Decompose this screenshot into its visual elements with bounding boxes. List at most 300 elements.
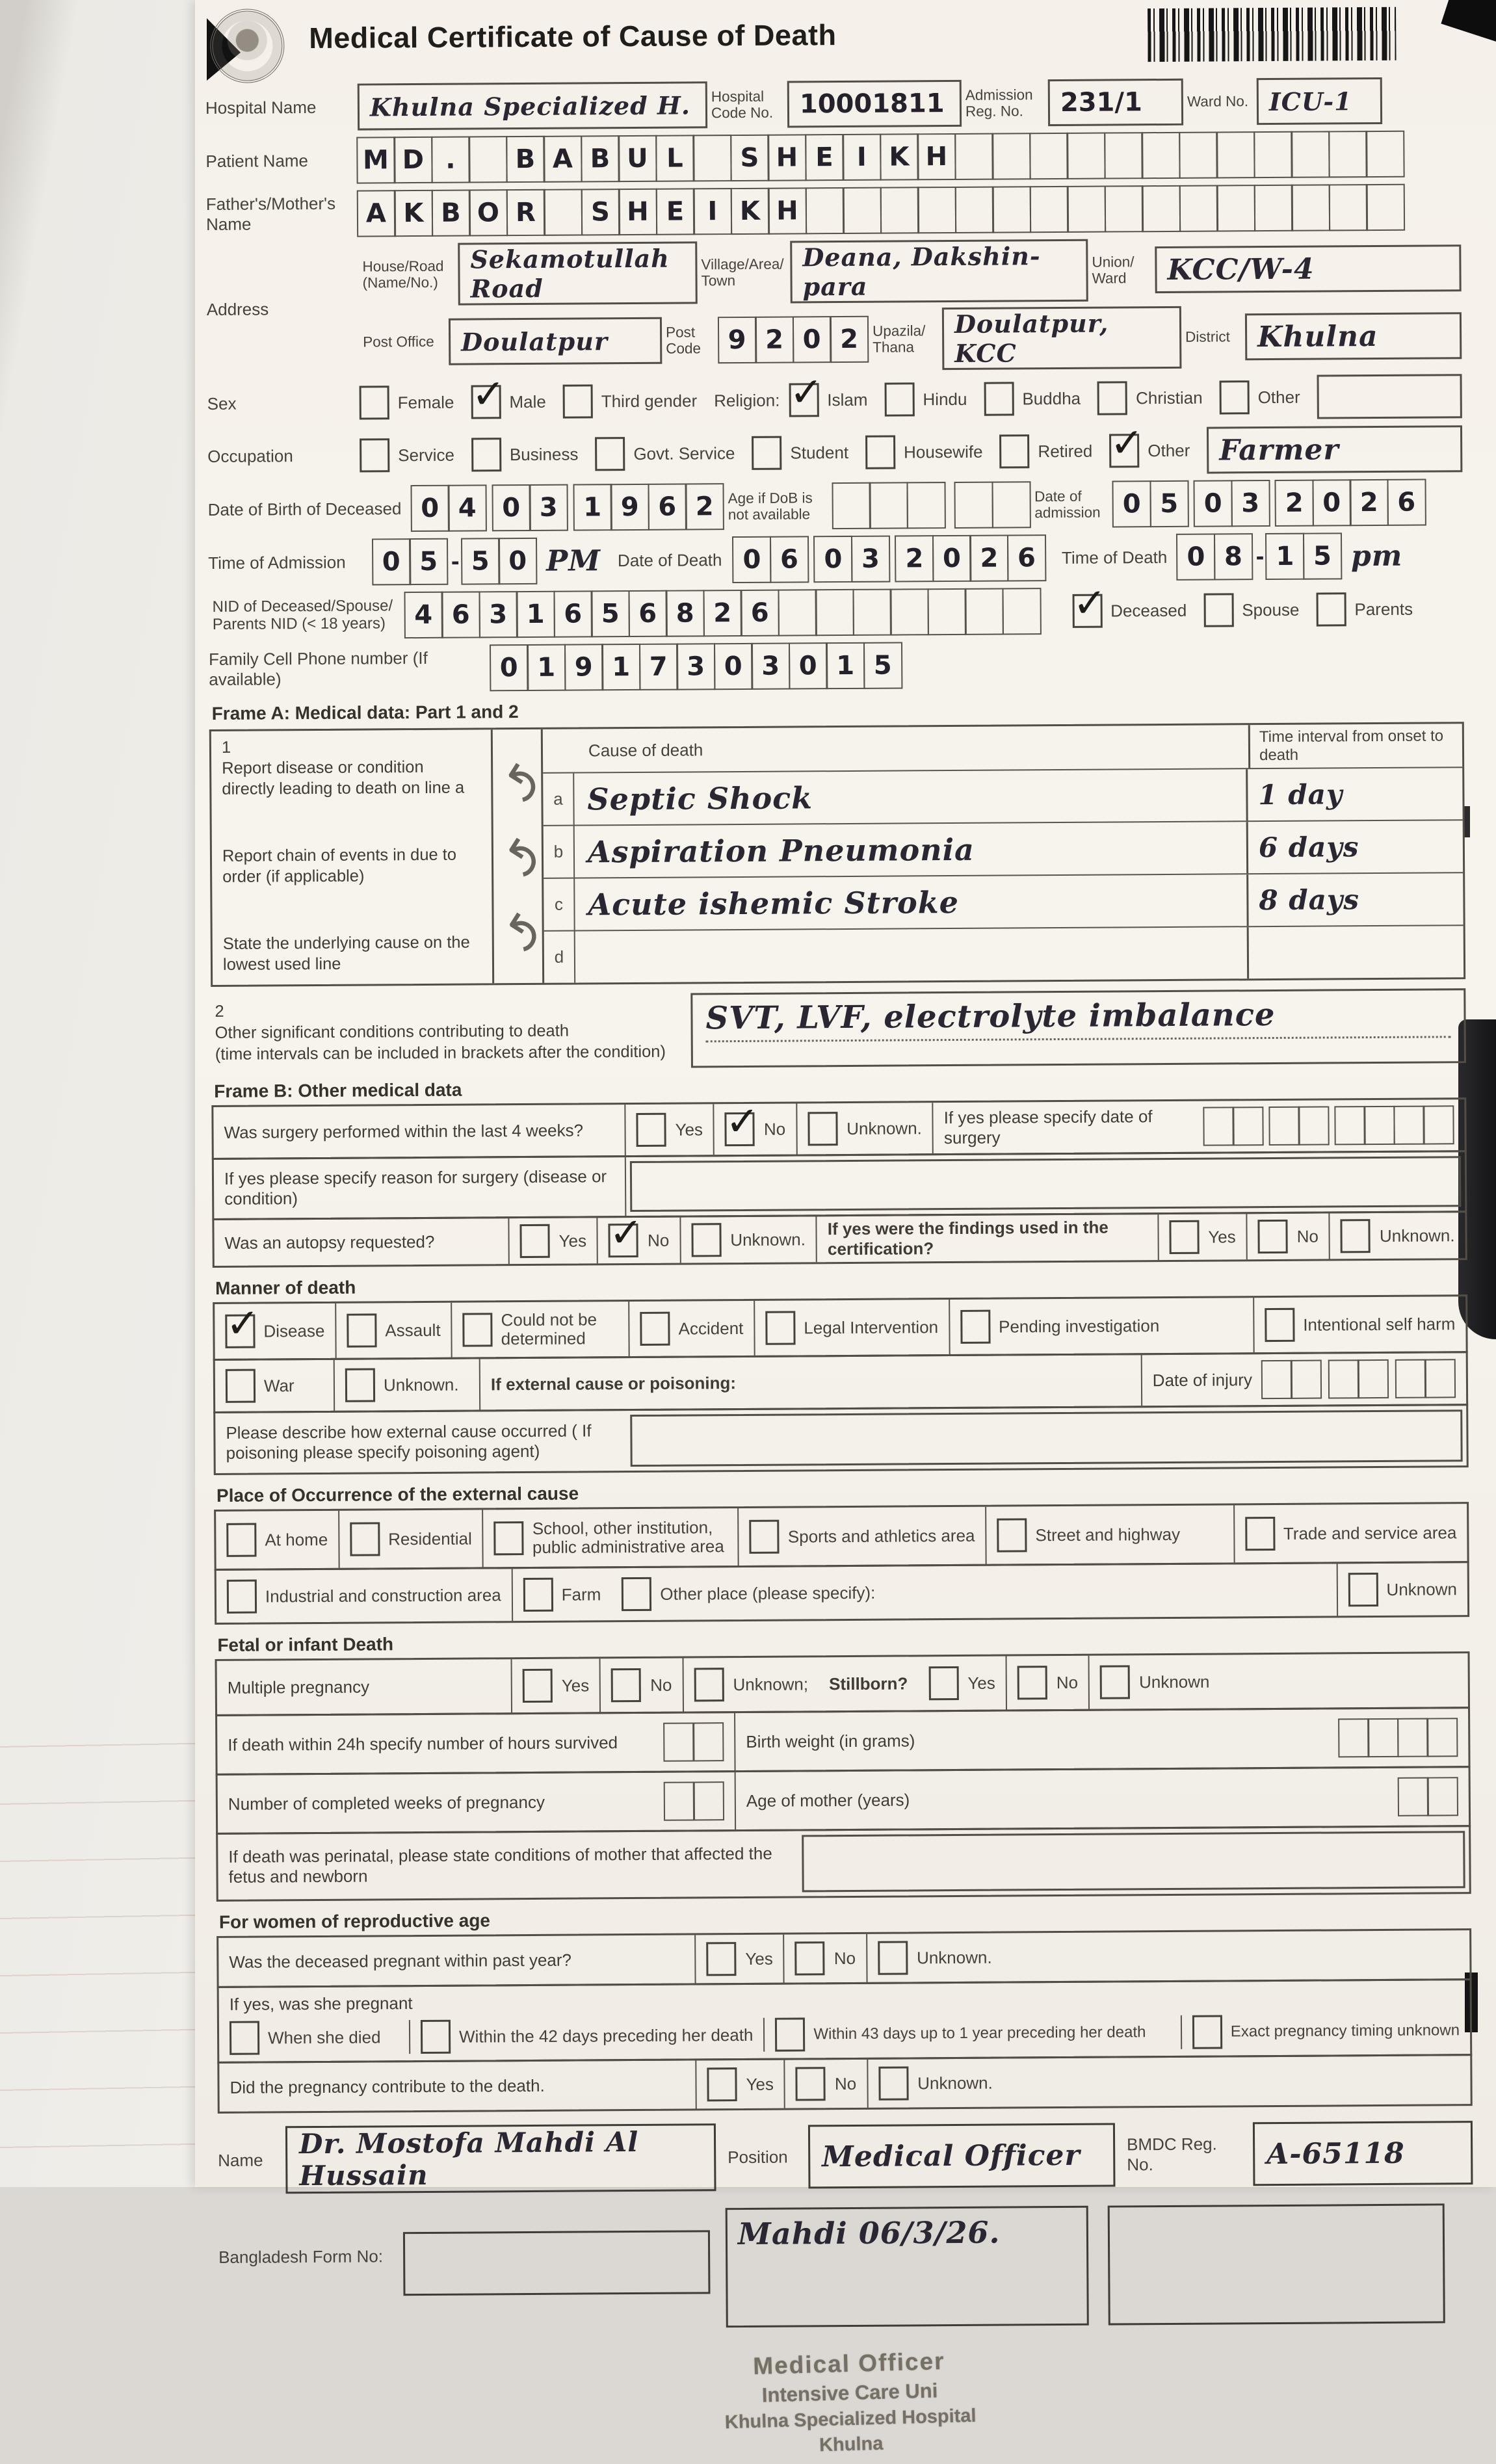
house-road-field[interactable] [458, 241, 698, 305]
surgery-date-cells [1204, 1107, 1263, 1147]
surgery-question: Was surgery performed within the last 4 weeks? [224, 1120, 584, 1142]
char-cell[interactable] [880, 187, 919, 233]
checkbox-legal-intervention[interactable] [765, 1311, 795, 1345]
signer-name-field[interactable] [285, 2124, 716, 2194]
char-cell[interactable] [964, 588, 1003, 635]
char-cell[interactable] [693, 1782, 724, 1821]
char-cell[interactable] [1426, 1718, 1458, 1757]
char-cell[interactable]: 3 [851, 536, 890, 583]
char-cell[interactable] [1261, 1360, 1292, 1399]
checkbox-business[interactable] [471, 438, 501, 471]
char-cell[interactable]: H [917, 133, 956, 180]
checkbox-stillborn-no[interactable] [1017, 1666, 1047, 1700]
chain-arrow-icon [501, 833, 534, 879]
char-cell[interactable]: 2 [755, 316, 794, 363]
char-cell[interactable]: 5 [409, 538, 448, 585]
char-cell[interactable]: 2 [830, 316, 869, 363]
checkbox-accident[interactable] [640, 1312, 670, 1346]
admission-date-label: Date of admission [1034, 488, 1101, 521]
interval-c-field[interactable] [1246, 873, 1463, 926]
if-yes-pregnant-label: If yes, was she pregnant [229, 1993, 413, 2015]
char-cell[interactable]: 1 [527, 644, 566, 691]
char-cell[interactable]: 1 [1265, 533, 1304, 580]
char-cell[interactable]: 6 [1387, 479, 1426, 526]
checkbox-housewife[interactable] [865, 436, 895, 469]
time-admission-min-cells [462, 538, 537, 585]
religion-label: Religion: [714, 390, 780, 410]
hospital-code-label: Hospital Code No. [711, 88, 774, 122]
char-cell[interactable] [1393, 1106, 1424, 1145]
checkbox-pending-investigation[interactable] [960, 1310, 990, 1344]
post-office-field[interactable] [449, 317, 662, 365]
char-cell[interactable]: 0 [1176, 534, 1215, 581]
char-cell[interactable] [1141, 132, 1180, 179]
war-label: War [263, 1376, 295, 1396]
injury-date-label: Date of injury [1152, 1370, 1253, 1390]
char-cell[interactable]: 5 [460, 538, 499, 584]
fetal-row-1 [215, 1652, 1471, 1717]
admission-reg-field[interactable] [1048, 79, 1183, 126]
char-cell[interactable] [1232, 1107, 1263, 1146]
char-cell[interactable]: 0 [713, 643, 752, 690]
signature-value: Mahdi 06/3/26. [737, 2215, 1001, 2252]
char-cell[interactable]: 6 [648, 483, 687, 530]
describe-external-label: Please describe how external cause occurred ( If poisoning please specify poisoning agent) [226, 1421, 592, 1463]
checkbox-occupation-other[interactable] [1109, 434, 1139, 467]
checkbox-stillborn-yes[interactable] [928, 1666, 958, 1700]
char-cell[interactable]: 0 [792, 316, 831, 363]
char-cell[interactable]: . [431, 137, 470, 183]
checkbox-war[interactable] [226, 1369, 256, 1403]
christian-label: Christian [1135, 387, 1203, 408]
char-cell[interactable]: 3 [751, 643, 790, 690]
char-cell[interactable] [1328, 184, 1367, 231]
char-cell[interactable] [1104, 132, 1143, 179]
char-cell[interactable] [991, 481, 1030, 528]
char-cell[interactable]: 2 [895, 535, 934, 582]
char-cell[interactable]: 9 [564, 644, 603, 690]
checkbox-surgery-no[interactable] [725, 1112, 755, 1146]
checkbox-exact-timing-unknown[interactable] [1192, 2015, 1222, 2049]
char-cell[interactable]: 0 [371, 538, 410, 585]
char-cell[interactable] [1067, 186, 1106, 233]
checkbox-pregnant-unknown[interactable] [878, 1941, 908, 1975]
char-cell[interactable]: 5 [1149, 480, 1188, 527]
checkbox-place-unknown[interactable] [1348, 1573, 1378, 1606]
pregnant-no-label: No [833, 1948, 856, 1969]
checkbox-autopsy-unknown[interactable] [691, 1224, 721, 1257]
checkbox-within-42-days[interactable] [421, 2020, 451, 2054]
checkbox-pregnant-yes[interactable] [706, 1942, 736, 1976]
surgery-yes-label: Yes [675, 1120, 703, 1140]
external-cause-label: If external cause or poisoning: [490, 1372, 737, 1395]
checkbox-sports[interactable] [750, 1520, 780, 1554]
signer-name-value: Dr. Mostofa Mahdi Al Hussain [298, 2126, 639, 2192]
part-2-field[interactable] [690, 988, 1466, 1068]
death-month-cells [815, 536, 890, 583]
char-cell[interactable]: M [356, 137, 395, 183]
char-cell[interactable]: 8 [665, 590, 704, 636]
stillborn-yes-label: Yes [967, 1673, 995, 1693]
char-cell[interactable]: 0 [788, 642, 827, 689]
ward-no-field[interactable] [1257, 77, 1382, 125]
char-cell[interactable] [1104, 185, 1143, 232]
char-cell[interactable] [1328, 131, 1367, 177]
checkbox-multi-unknown[interactable] [694, 1668, 724, 1702]
checkbox-hindu[interactable] [884, 382, 914, 416]
char-cell[interactable] [663, 1782, 694, 1821]
char-cell[interactable]: A [543, 135, 582, 182]
address-block [206, 237, 1462, 374]
char-cell[interactable]: 5 [863, 642, 902, 688]
checkbox-buddha[interactable] [984, 382, 1014, 415]
housewife-label: Housewife [904, 441, 983, 462]
position-field[interactable] [808, 2123, 1116, 2189]
time-admission-label: Time of Admission [208, 552, 346, 573]
char-cell[interactable]: 1 [826, 642, 865, 689]
char-cell[interactable]: O [469, 189, 508, 236]
char-cell[interactable]: 0 [498, 538, 537, 584]
char-cell[interactable] [954, 187, 993, 233]
checkbox-could-not-be-determined[interactable] [462, 1313, 492, 1347]
nid-spouse-label: Spouse [1242, 599, 1300, 620]
char-cell[interactable]: 1 [601, 644, 640, 690]
char-cell[interactable]: H [768, 187, 807, 234]
char-cell[interactable]: B [506, 136, 545, 183]
checkbox-islam[interactable] [789, 383, 819, 417]
checkbox-manner-unknown[interactable] [345, 1369, 375, 1402]
checkbox-contribute-no[interactable] [796, 2067, 826, 2101]
checkbox-residential[interactable] [350, 1523, 380, 1556]
checkbox-student[interactable] [752, 436, 781, 470]
checkbox-multi-yes[interactable] [523, 1669, 553, 1703]
interval-b-field[interactable] [1246, 820, 1463, 873]
cause-d-field[interactable] [575, 927, 1247, 982]
checkbox-trade[interactable] [1245, 1517, 1275, 1551]
char-cell[interactable] [544, 189, 583, 235]
signature-field[interactable] [726, 2206, 1089, 2327]
char-cell[interactable] [805, 187, 844, 234]
checkbox-industrial[interactable] [227, 1580, 257, 1614]
form-no-label: Bangladesh Form No: [218, 2246, 384, 2268]
char-cell[interactable] [991, 133, 1030, 179]
char-cell[interactable] [1366, 184, 1405, 231]
checkbox-intentional-self-harm[interactable] [1265, 1308, 1294, 1342]
char-cell[interactable] [692, 135, 731, 181]
char-cell[interactable] [663, 1723, 694, 1762]
bmdc-label: BMDC Reg. No. [1127, 2134, 1217, 2175]
checkbox-third-gender[interactable] [563, 384, 593, 418]
extra-box[interactable] [1108, 2204, 1445, 2326]
char-cell[interactable]: 0 [732, 536, 771, 583]
char-cell[interactable]: 0 [1112, 480, 1151, 527]
char-cell[interactable]: H [618, 189, 657, 235]
char-cell[interactable]: 2 [703, 590, 742, 636]
char-cell[interactable]: S [581, 189, 620, 235]
char-cell[interactable]: A [356, 190, 395, 237]
char-cell[interactable]: 0 [1312, 479, 1351, 526]
age-cells2 [956, 481, 1030, 529]
char-cell[interactable]: 3 [676, 643, 715, 690]
district-field[interactable] [1245, 312, 1462, 360]
interval-a-field[interactable] [1246, 768, 1462, 820]
char-cell[interactable]: 2 [1349, 479, 1388, 526]
checkbox-autopsy-no[interactable] [609, 1224, 638, 1257]
char-cell[interactable]: 6 [441, 591, 480, 638]
checkbox-religion-other[interactable] [1220, 380, 1250, 414]
exact-unknown-label: Exact pregnancy timing unknown [1230, 2021, 1460, 2041]
cause-c-value: Acute ishemic Stroke [588, 884, 960, 922]
char-cell[interactable] [992, 186, 1031, 233]
checkbox-findings-yes[interactable] [1169, 1220, 1199, 1254]
char-cell[interactable]: I [842, 134, 881, 181]
checkbox-43-days-1-year[interactable] [775, 2018, 805, 2052]
nid-cells [405, 588, 1041, 638]
char-cell[interactable] [1142, 185, 1181, 232]
char-cell[interactable]: 9 [610, 484, 649, 531]
form-title: Medical Certificate of Cause of Death [309, 18, 837, 55]
char-cell[interactable]: 5 [590, 590, 629, 637]
religion-other-label: Other [1257, 387, 1300, 407]
char-cell[interactable] [1253, 185, 1293, 231]
char-cell[interactable] [1397, 1777, 1428, 1816]
char-cell[interactable] [1268, 1107, 1300, 1146]
char-cell[interactable] [843, 187, 882, 234]
checkbox-pregnant-no[interactable] [795, 1942, 825, 1976]
char-cell[interactable]: 0 [813, 536, 852, 583]
char-cell[interactable] [1179, 131, 1218, 178]
char-cell[interactable] [1334, 1107, 1365, 1146]
char-cell[interactable]: 8 [1214, 533, 1253, 580]
buddha-label: Buddha [1022, 388, 1081, 408]
char-cell[interactable] [1291, 131, 1330, 177]
checkbox-stillborn-unknown[interactable] [1100, 1666, 1130, 1699]
char-cell[interactable]: 0 [492, 484, 531, 531]
char-cell[interactable]: H [767, 134, 806, 181]
place-row-1 [214, 1502, 1469, 1571]
char-cell[interactable]: 2 [969, 534, 1008, 581]
checkbox-multi-no[interactable] [611, 1668, 641, 1702]
checkbox-service[interactable] [360, 438, 389, 472]
char-cell[interactable] [1338, 1719, 1369, 1758]
char-cell[interactable]: 4 [404, 592, 443, 638]
char-cell[interactable]: K [880, 133, 919, 180]
checkbox-surgery-unknown[interactable] [807, 1112, 837, 1146]
checkbox-retired[interactable] [999, 434, 1029, 468]
char-cell[interactable]: 1 [516, 591, 555, 638]
time-dash: - [451, 547, 460, 575]
post-code-label: Post Code [665, 324, 702, 357]
frame-a-table [209, 722, 1465, 987]
char-cell[interactable] [1423, 1106, 1454, 1145]
char-cell[interactable] [832, 482, 871, 529]
char-cell[interactable]: 1 [573, 484, 612, 531]
checkbox-farm[interactable] [523, 1578, 553, 1612]
char-cell[interactable]: 2 [1274, 480, 1313, 527]
char-cell[interactable]: 9 [717, 317, 756, 363]
char-cell[interactable] [852, 589, 891, 636]
char-cell[interactable]: E [805, 134, 844, 181]
char-cell[interactable]: 6 [740, 590, 779, 636]
instr-3: State the underlying cause on the lowest used line [222, 933, 470, 974]
perinatal-field[interactable] [802, 1831, 1465, 1893]
char-cell[interactable] [1291, 1360, 1322, 1399]
char-cell[interactable] [468, 136, 507, 183]
char-cell[interactable]: U [618, 135, 657, 182]
upazila-field[interactable] [942, 306, 1182, 370]
checkbox-christian[interactable] [1097, 381, 1127, 415]
checkbox-school[interactable] [494, 1521, 524, 1555]
signer-name-label: Name [218, 2150, 263, 2170]
char-cell[interactable] [1427, 1777, 1458, 1816]
char-cell[interactable] [1298, 1107, 1329, 1146]
char-cell[interactable] [1363, 1106, 1395, 1145]
part-2-label: Other significant conditions contributing to death [215, 1021, 570, 1043]
admission-year-cells [1276, 479, 1426, 527]
char-cell[interactable]: L [655, 135, 694, 181]
char-cell[interactable]: I [693, 188, 732, 235]
char-cell[interactable]: 4 [447, 484, 486, 531]
char-cell[interactable] [1002, 588, 1041, 635]
char-cell[interactable] [692, 1723, 724, 1762]
occupation-other-label: Other [1148, 440, 1190, 460]
char-cell[interactable] [1328, 1360, 1359, 1399]
cause-b-field[interactable] [575, 822, 1246, 877]
char-cell[interactable]: 6 [1007, 534, 1046, 581]
char-cell[interactable]: 7 [638, 644, 677, 690]
char-cell[interactable]: D [393, 137, 432, 183]
cause-a-field[interactable] [574, 769, 1246, 824]
char-cell[interactable]: B [581, 135, 620, 182]
checkbox-contribute-yes[interactable] [707, 2067, 737, 2101]
checkbox-nid-parents[interactable] [1316, 592, 1346, 626]
time-dash: - [1255, 542, 1265, 570]
checkbox-nid-deceased[interactable] [1072, 594, 1102, 628]
manner-describe-row [213, 1404, 1469, 1476]
checkbox-place-other[interactable] [622, 1577, 651, 1611]
char-cell[interactable]: 6 [553, 590, 592, 637]
char-cell[interactable] [954, 133, 993, 180]
char-cell[interactable] [1066, 133, 1105, 179]
checkbox-findings-no[interactable] [1258, 1220, 1288, 1253]
hospital-code-field[interactable] [787, 80, 962, 128]
checkbox-surgery-yes[interactable] [636, 1113, 666, 1147]
describe-external-field[interactable] [630, 1410, 1462, 1467]
bottom-row [218, 2204, 1474, 2331]
char-cell[interactable]: E [655, 188, 694, 235]
char-cell[interactable] [778, 589, 817, 636]
char-cell[interactable] [1397, 1718, 1428, 1757]
char-cell[interactable] [954, 482, 993, 529]
cnd-label: Could not be determined [501, 1309, 597, 1349]
checkbox-when-she-died[interactable] [230, 2021, 259, 2055]
manner-unknown-label: Unknown. [383, 1374, 459, 1395]
checkbox-disease[interactable] [225, 1315, 255, 1348]
pregnant-unknown-label: Unknown. [916, 1947, 992, 1968]
char-cell[interactable]: 6 [770, 536, 809, 583]
checkbox-street[interactable] [997, 1519, 1027, 1553]
industrial-label: Industrial and construction area [265, 1585, 501, 1606]
surgery-reason-field[interactable] [630, 1157, 1461, 1212]
phone-label: Family Cell Phone number (If available) [209, 648, 428, 689]
char-cell[interactable] [1203, 1107, 1234, 1146]
char-cell[interactable] [869, 482, 908, 529]
checkbox-at-home[interactable] [226, 1523, 256, 1557]
char-cell[interactable] [1367, 1718, 1398, 1757]
checkbox-assault[interactable] [347, 1314, 376, 1348]
checkbox-female[interactable] [360, 386, 389, 419]
checkbox-autopsy-yes[interactable] [519, 1224, 549, 1258]
char-cell[interactable] [1365, 131, 1404, 177]
row-letter: d [544, 932, 575, 983]
char-cell[interactable] [1029, 133, 1068, 179]
char-cell[interactable] [917, 187, 956, 233]
char-cell[interactable]: 3 [1231, 480, 1270, 527]
bmdc-field[interactable] [1253, 2121, 1473, 2186]
char-cell[interactable]: B [431, 190, 470, 237]
char-cell[interactable] [906, 482, 945, 529]
checkbox-male[interactable] [471, 385, 501, 419]
char-cell[interactable]: 0 [1193, 480, 1232, 527]
dob-label: Date of Birth of Deceased [207, 498, 402, 519]
char-cell[interactable] [1291, 184, 1330, 231]
char-cell[interactable]: S [730, 135, 769, 181]
occupation-other-field[interactable] [1207, 425, 1462, 473]
char-cell[interactable]: 6 [628, 590, 667, 637]
chain-arrows [493, 729, 544, 983]
nid-parents-label: Parents [1354, 599, 1413, 619]
religion-other-field[interactable] [1317, 374, 1462, 419]
char-cell[interactable]: 5 [1303, 532, 1342, 579]
char-cell[interactable] [1358, 1359, 1389, 1398]
char-cell[interactable]: 0 [932, 535, 971, 582]
char-cell[interactable] [927, 588, 966, 635]
char-cell[interactable] [1216, 131, 1255, 178]
place-other-label: Other place (please specify): [660, 1582, 876, 1604]
char-cell[interactable] [1253, 131, 1293, 178]
char-cell[interactable]: 3 [479, 591, 518, 638]
village-field[interactable] [790, 239, 1088, 304]
checkbox-govt-service[interactable] [595, 437, 625, 471]
mother-age-cells [1399, 1777, 1458, 1817]
char-cell[interactable]: K [730, 188, 769, 235]
char-cell[interactable] [889, 588, 928, 635]
cause-c-field[interactable] [575, 874, 1246, 930]
char-cell[interactable] [1216, 185, 1255, 231]
char-cell[interactable]: 3 [529, 484, 568, 531]
multiple-pregnancy-label: Multiple pregnancy [227, 1677, 370, 1697]
checkbox-findings-unknown[interactable] [1341, 1220, 1371, 1253]
checkbox-contribute-unknown[interactable] [878, 2067, 908, 2101]
char-cell[interactable] [1395, 1359, 1426, 1398]
char-cell[interactable] [1424, 1359, 1456, 1398]
char-cell[interactable]: 2 [685, 483, 724, 530]
char-cell[interactable]: K [394, 190, 433, 237]
hospital-name-field[interactable] [358, 81, 707, 130]
char-cell[interactable]: R [506, 189, 545, 236]
union-ward-field[interactable] [1155, 244, 1461, 293]
time-death-label: Time of Death [1061, 547, 1168, 568]
checkbox-nid-spouse[interactable] [1203, 593, 1233, 627]
char-cell[interactable]: 0 [410, 485, 449, 532]
char-cell[interactable]: 0 [489, 644, 528, 691]
form-no-field[interactable] [403, 2231, 711, 2296]
interval-d-field[interactable] [1247, 926, 1463, 978]
death-year-cells [897, 534, 1046, 582]
char-cell[interactable] [815, 589, 854, 636]
char-cell[interactable] [1029, 186, 1068, 233]
char-cell[interactable] [1179, 185, 1218, 231]
